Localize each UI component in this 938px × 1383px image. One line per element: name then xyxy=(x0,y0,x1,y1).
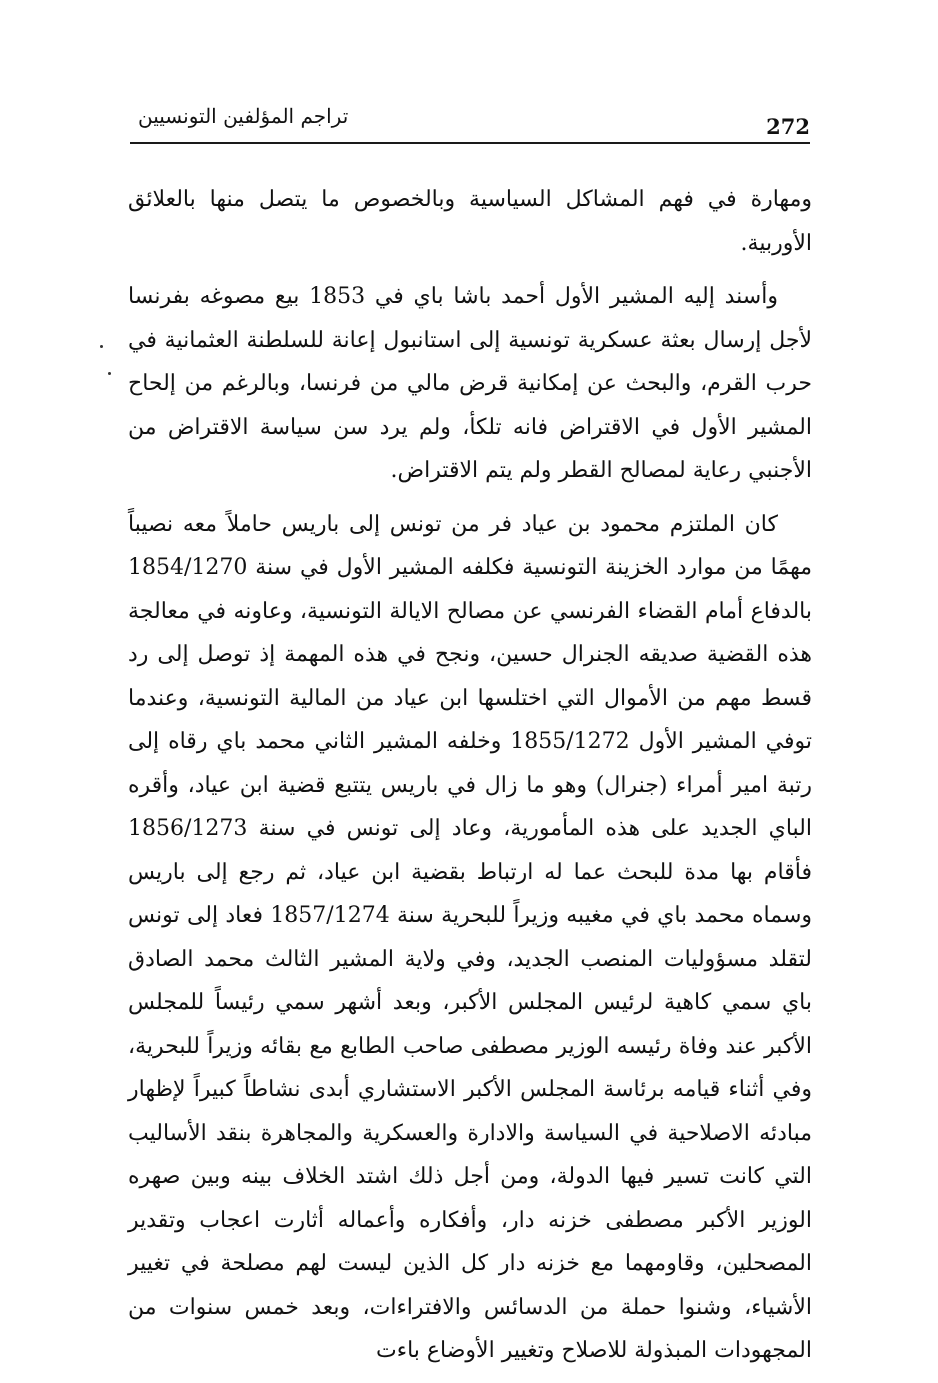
margin-mark xyxy=(100,345,103,348)
body-text xyxy=(128,178,812,1383)
margin-mark xyxy=(108,372,111,375)
page-header xyxy=(130,100,810,144)
paragraph: وأسند إليه المشير الأول أحمد باشا باي في 1853 بيع مصوغه بفرنسا لأجل إرسال بعثة عسكرية تونسية إلى استانبول إعانة للسلطنة العثمانية في حرب القرم، والبحث عن إمكانية قرض مالي من فرنسا، وبالرغم من إلحاح المشير الأول في الاقتراض فانه تلكأ، ولم يرد سن سياسة الاقتراض من الأجنبي رعاية لمصالح القطر ولم يتم الاقتراض. xyxy=(128,284,812,483)
paragraph: ومهارة في فهم المشاكل السياسية وبالخصوص ما يتصل منها بالعلائق الأوربية. xyxy=(128,187,812,256)
page-number: 272 xyxy=(766,114,810,139)
paragraph: كان الملتزم محمود بن عياد فر من تونس إلى باريس حاملاً معه نصيباً مهمًا من موارد الخزينة التونسية فكلفه المشير الأول في سنة 1854/1270 بالدفاع أمام القضاء الفرنسي عن مصالح الايالة التونسية، وعاونه في معالجة هذه القضية صديقه الجنرال حسين، ونجح في هذه المهمة إذ توصل إلى رد قسط مهم من الأموال التي اختلسها ابن عياد من المالية التونسية، وعندما توفي المشير الأول 1855/1272 وخلفه المشير الثاني محمد باي رقاه إلى رتبة امير أمراء (جنرال) وهو ما زال في باريس يتتبع قضية ابن عياد، وأقره الباي الجديد على هذه المأمورية، وعاد إلى تونس في سنة 1856/1273 فأقام بها مدة للبحث عما له ارتباط بقضية ابن عياد، ثم رجع إلى باريس وسماه محمد باي في مغيبه وزيراً للبحرية سنة 1857/1274 فعاد إلى تونس لتقلد مسؤوليات المنصب الجديد، وفي ولاية المشير الثالث محمد الصادق باي سمي كاهية لرئيس المجلس الأكبر، وبعد أشهر سمي رئيساً للمجلس الأكبر عند وفاة رئيسه الوزير مصطفى صاحب الطابع مع بقائه وزيراً للبحرية، وفي أثناء قيامه برئاسة المجلس الأكبر الاستشاري أبدى نشاطاً كبيراً لإظهار مبادئه الاصلاحية في السياسة والادارة والعسكرية والمجاهرة بنقد الأساليب التي كانت تسير فيها الدولة، ومن أجل ذلك اشتد الخلاف بينه وبين صهره الوزير الأكبر مصطفى خزنه دار، وأفكاره وأعماله أثارت اعجاب وتقدير المصحلين، وقاومهما مع خزنه دار كل الذين ليست لهم مصلحة في تغيير الأشياء، وشنوا حملة من الدسائس والافتراءات، وبعد خمس سنوات من المجهودات المبذولة للاصلاح وتغيير الأوضاع باءت xyxy=(128,511,812,1363)
running-title: تراجم المؤلفين التونسيين xyxy=(138,104,349,128)
